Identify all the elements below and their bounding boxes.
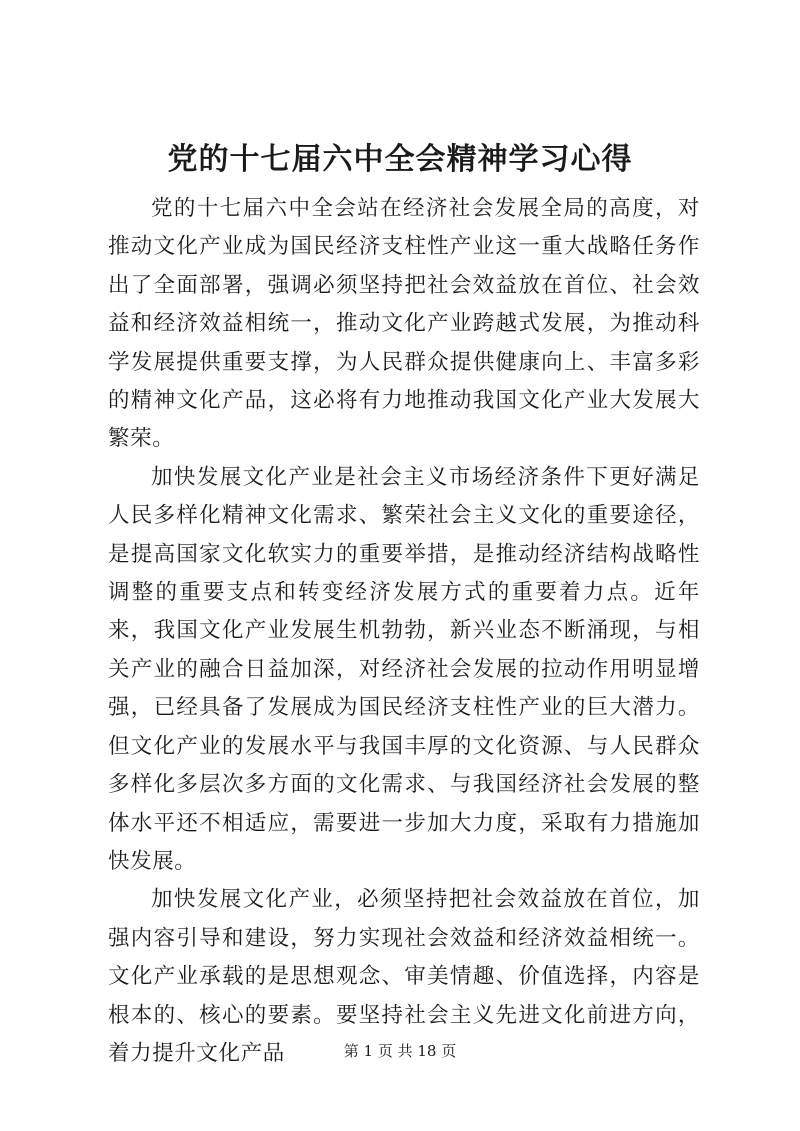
document-title: 党的十七届六中全会精神学习心得 bbox=[167, 142, 633, 177]
paragraph-1: 党的十七届六中全会站在经济社会发展全局的高度，对推动文化产业成为国民经济支柱性产业这一重大战略任务作出了全面部署，强调必须坚持把社会效益放在首位、社会效益和经济效益相统一，推动文化产业跨越式发展，为推动科学发展提供重要支撑，为人民群众提供健康向上、丰富多彩的精神文化产品，这必将有力地推动我国文化产业大发展大繁荣。 bbox=[108, 196, 700, 452]
document-body bbox=[108, 190, 700, 1073]
paragraph-3: 加快发展文化产业，必须坚持把社会效益放在首位，加强内容引导和建设，努力实现社会效益和经济效益相统一。文化产业承载的是思想观念、审美情趣、价值选择，内容是根本的、核心的要素。要坚持社会主义先进文化前进方向，着力提升文化产品 bbox=[108, 887, 700, 1066]
page-footer: 第 1 页 共 18 页 bbox=[343, 1042, 457, 1060]
paragraph-2: 加快发展文化产业是社会主义市场经济条件下更好满足人民多样化精神文化需求、繁荣社会主义文化的重要途径，是提高国家文化软实力的重要举措，是推动经济结构战略性调整的重要支点和转变经济发展方式的重要着力点。近年来，我国文化产业发展生机勃勃，新兴业态不断涌现，与相关产业的融合日益加深，对经济社会发展的拉动作用明显增强，已经具备了发展成为国民经济支柱性产业的巨大潜力。但文化产业的发展水平与我国丰厚的文化资源、与人民群众多样化多层次多方面的文化需求、与我国经济社会发展的整体水平还不相适应，需要进一步加大力度，采取有力措施加快发展。 bbox=[108, 464, 700, 874]
